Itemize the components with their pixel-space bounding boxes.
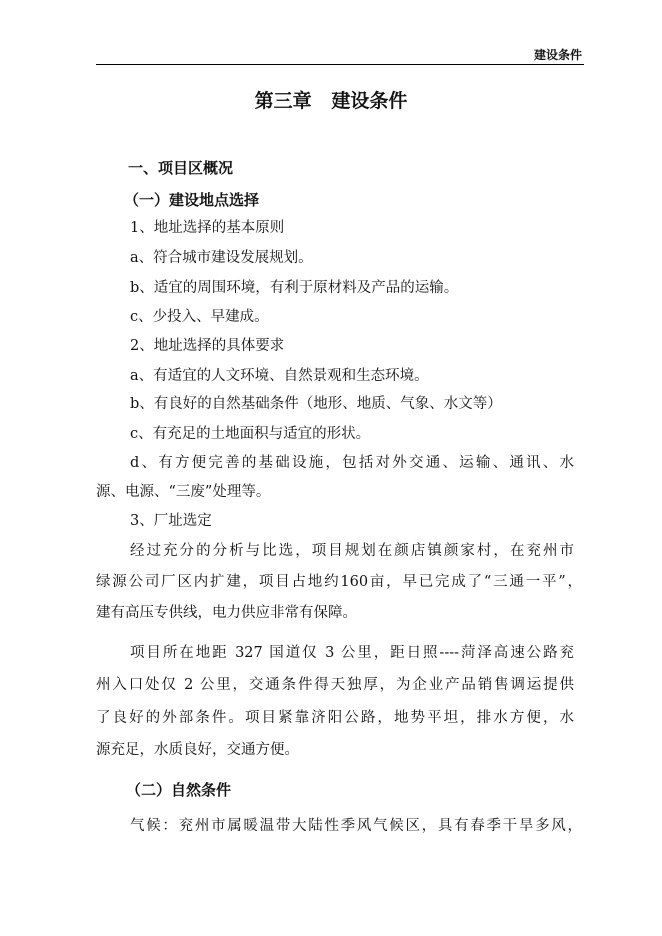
running-header bbox=[96, 46, 584, 65]
paragraph-line: 源、电源、“三废”处理等。 bbox=[96, 484, 271, 500]
paragraph-line: 项目所在地距 327 国道仅 3 公里，距日照----菏泽高速公路兖 bbox=[130, 645, 574, 661]
subsection-heading-location: （一）建设地点选择 bbox=[124, 191, 260, 209]
paragraph-line: 州入口处仅 2 公里，交通条件得天独厚，为企业产品销售调运提供 bbox=[96, 677, 574, 693]
chapter-title: 第三章 建设条件 bbox=[254, 90, 408, 112]
subsection-heading-natural: （二）自然条件 bbox=[126, 781, 232, 799]
paragraph-line: c、有充足的土地面积与适宜的形状。 bbox=[130, 426, 371, 442]
paragraph-line: 了良好的外部条件。项目紧靠济阳公路，地势平坦，排水方便，水 bbox=[96, 710, 574, 726]
paragraph-line: 1、地址选择的基本原则 bbox=[130, 220, 285, 236]
paragraph-line: c、少投入、早建成。 bbox=[130, 309, 269, 325]
paragraph-line: 气候：兖州市属暖温带大陆性季风气候区，具有春季干旱多风， bbox=[130, 818, 582, 834]
paragraph-line: 2、地址选择的具体要求 bbox=[130, 338, 285, 354]
section-heading: 一、项目区概况 bbox=[128, 159, 234, 177]
paragraph-line: d、有方便完善的基础设施，包括对外交通、运输、通讯、水 bbox=[130, 455, 574, 471]
paragraph-line: b、适宜的周围环境，有利于原材料及产品的运输。 bbox=[130, 280, 459, 296]
paragraph-line: 建有高压专供线，电力供应非常有保障。 bbox=[96, 605, 357, 621]
paragraph-line: 绿源公司厂区内扩建，项目占地约160亩，早已完成了“三通一平”， bbox=[96, 574, 582, 590]
paragraph-line: 经过充分的分析与比选，项目规划在颜店镇颜家村，在兖州市 bbox=[130, 543, 574, 559]
paragraph-line: 源充足，水质良好，交通方便。 bbox=[96, 742, 299, 758]
paragraph-line: a、有适宜的人文环境、自然景观和生态环境。 bbox=[130, 368, 429, 384]
paragraph-line: b、有良好的自然基础条件（地形、地质、气象、水文等） bbox=[130, 396, 502, 412]
running-header-title: 建设条件 bbox=[533, 48, 582, 62]
paragraph-line: a、符合城市建设发展规划。 bbox=[130, 250, 313, 266]
paragraph-line: 3、厂址选定 bbox=[130, 513, 212, 529]
